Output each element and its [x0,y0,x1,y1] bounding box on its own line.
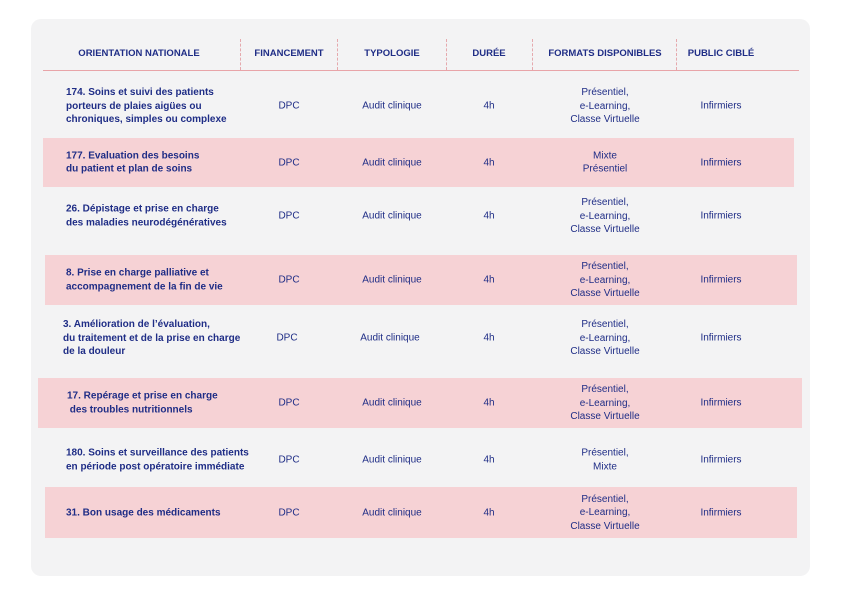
orientation-cell: 3. Amélioration de l’évaluation, du traitement et de la prise en charge de la douleur [63,318,241,357]
table-row [0,313,842,363]
public-cell: Infirmiers [700,156,742,168]
orientation-cell: 17. Repérage et prise en charge des troubles nutritionnels [67,390,218,415]
typologie-cell: Audit clinique [362,397,422,409]
formats-cell: Présentiel, Mixte [581,447,629,472]
formats-cell: Présentiel, e-Learning, Classe Virtuelle [570,318,640,357]
formats-cell: Présentiel, e-Learning, Classe Virtuelle [570,196,640,235]
typologie-cell: Audit clinique [362,274,422,286]
typologie-cell: Audit clinique [360,332,420,344]
financement-cell: DPC [278,100,300,112]
duree-cell: 4h [483,100,495,112]
header-separator [240,39,241,70]
header-financement: FINANCEMENT [254,48,324,59]
public-cell: Infirmiers [700,454,742,466]
orientation-cell: 180. Soins et surveillance des patients en période post opératoire immédiate [66,447,249,472]
header-typologie: TYPOLOGIE [364,48,420,59]
formats-cell: Mixte Présentiel [582,150,628,175]
duree-cell: 4h [483,156,495,168]
header-divider [43,70,799,71]
financement-cell: DPC [278,156,300,168]
table-row [0,378,842,428]
table-row [0,255,842,305]
public-cell: Infirmiers [700,397,742,409]
duree-cell: 4h [483,454,495,466]
duree-cell: 4h [483,332,495,344]
duree-cell: 4h [483,506,495,518]
header-orientation: ORIENTATION NATIONALE [78,48,200,59]
header-duree: DURÉE [472,48,506,59]
financement-cell: DPC [276,332,298,344]
formats-cell: Présentiel, e-Learning, Classe Virtuelle [570,260,640,299]
formats-cell: Présentiel, e-Learning, Classe Virtuelle [570,86,640,125]
financement-cell: DPC [278,274,300,286]
orientation-cell: 174. Soins et suivi des patients porteurs de plaies aigües ou chroniques, simples ou complexe [66,86,227,125]
typologie-cell: Audit clinique [362,506,422,518]
public-cell: Infirmiers [700,210,742,222]
header-separator [532,39,533,70]
financement-cell: DPC [278,210,300,222]
formats-cell: Présentiel, e-Learning, Classe Virtuelle [570,493,640,532]
table-row [0,138,842,187]
typologie-cell: Audit clinique [362,454,422,466]
public-cell: Infirmiers [700,332,742,344]
orientation-cell: 31. Bon usage des médicaments [66,506,221,518]
table-row [0,436,842,484]
duree-cell: 4h [483,397,495,409]
duree-cell: 4h [483,274,495,286]
typologie-cell: Audit clinique [362,156,422,168]
header-separator [676,39,677,70]
formats-cell: Présentiel, e-Learning, Classe Virtuelle [570,383,640,422]
header-formats: FORMATS DISPONIBLES [548,48,662,59]
public-cell: Infirmiers [700,506,742,518]
duree-cell: 4h [483,210,495,222]
financement-cell: DPC [278,397,300,409]
orientation-cell: 177. Evaluation des besoins du patient et plan de soins [66,150,200,175]
public-cell: Infirmiers [700,100,742,112]
table-row [0,487,842,538]
orientation-cell: 26. Dépistage et prise en charge des maladies neurodégénératives [66,203,227,228]
financement-cell: DPC [278,506,300,518]
header-public: PUBLIC CIBLÉ [687,48,755,59]
header-separator [446,39,447,70]
header-separator [337,39,338,70]
typologie-cell: Audit clinique [362,100,422,112]
orientation-cell: 8. Prise en charge palliative et accompagnement de la fin de vie [66,267,223,292]
table-row [0,80,842,132]
table-row [0,192,842,240]
financement-cell: DPC [278,454,300,466]
typologie-cell: Audit clinique [362,210,422,222]
public-cell: Infirmiers [700,274,742,286]
